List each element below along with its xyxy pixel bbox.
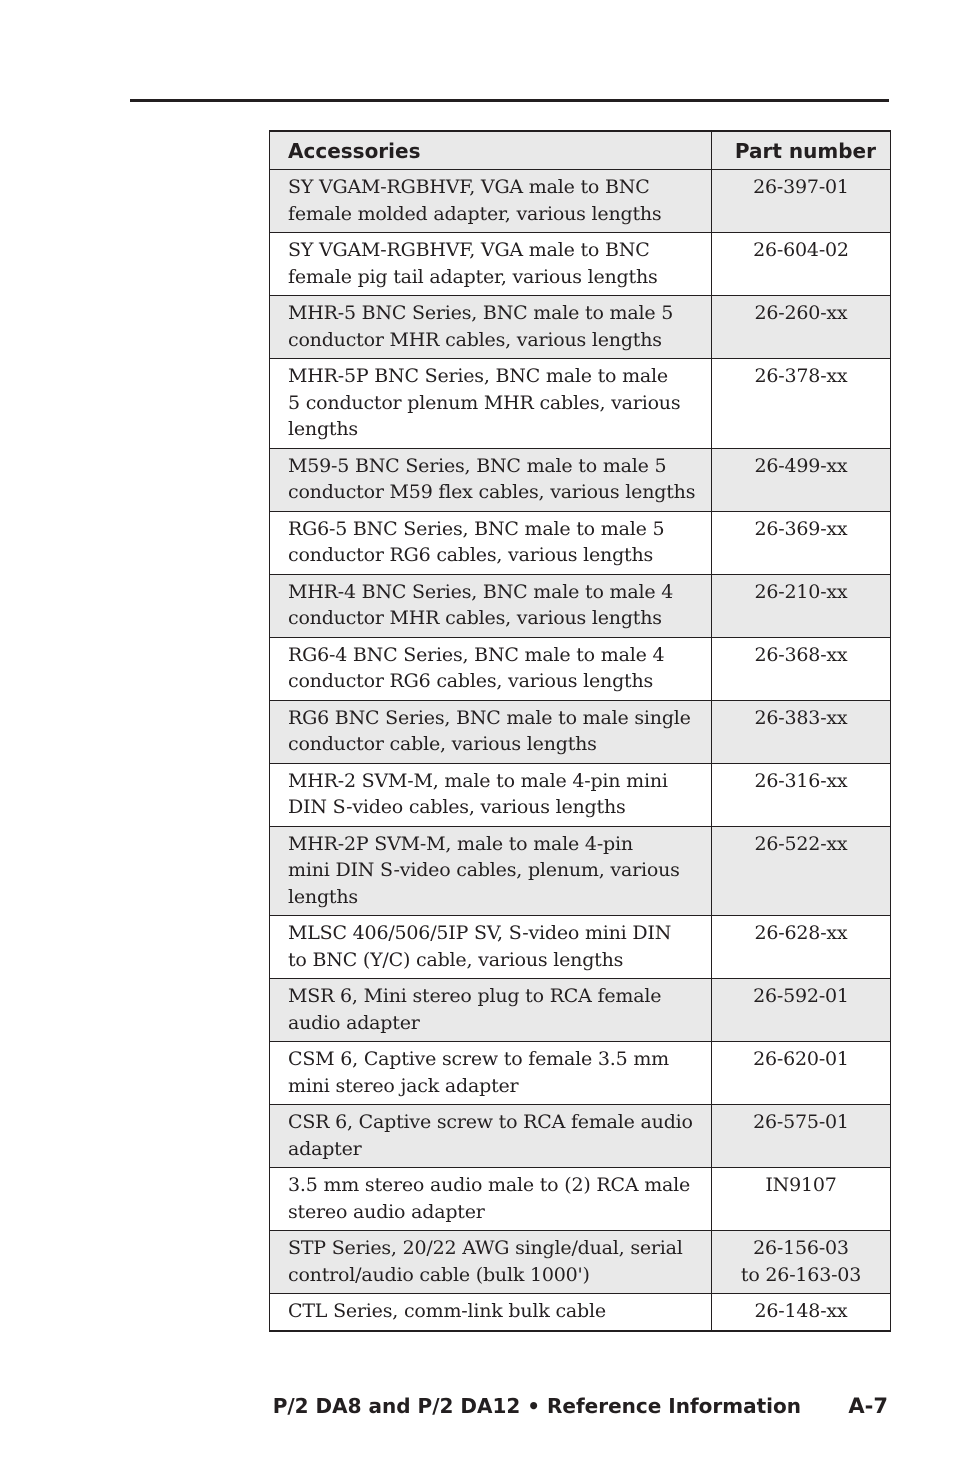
accessory-description	[270, 511, 712, 574]
part-number	[712, 979, 891, 1042]
part-number-line: 26-316-xx	[754, 769, 848, 792]
description-line: conductor M59 flex cables, various lengths	[288, 481, 696, 503]
description-line: MHR-2 SVM-M, male to male 4-pin mini	[288, 769, 668, 792]
part-number	[712, 1042, 891, 1105]
part-number	[712, 826, 891, 916]
table-row	[270, 359, 891, 449]
table-row	[270, 1042, 891, 1105]
description-line: SY VGAM-RGBHVF, VGA male to BNC	[288, 176, 650, 198]
description-line: RG6 BNC Series, BNC male to male single	[288, 706, 691, 729]
part-number-line: 26-499-xx	[754, 454, 848, 477]
table-row	[270, 1168, 891, 1231]
accessories-header: Accessories	[270, 131, 712, 170]
part-number-header: Part number	[712, 131, 891, 170]
accessory-description	[270, 296, 712, 359]
table-body	[270, 170, 891, 1331]
table-row	[270, 511, 891, 574]
part-number	[712, 574, 891, 637]
description-line: SY VGAM-RGBHVF, VGA male to BNC	[288, 239, 650, 261]
part-number	[712, 1168, 891, 1231]
part-number	[712, 763, 891, 826]
accessory-description	[270, 916, 712, 979]
part-number	[712, 359, 891, 449]
accessory-description	[270, 233, 712, 296]
part-number-line: 26-383-xx	[754, 706, 848, 729]
part-number-line: to 26-163-03	[740, 1263, 862, 1286]
accessory-description	[270, 826, 712, 916]
description-line: DIN S-video cables, various lengths	[288, 796, 626, 818]
description-line: stereo audio adapter	[288, 1200, 485, 1223]
description-line: audio adapter	[288, 1011, 420, 1034]
table-row	[270, 1231, 891, 1294]
description-line: mini DIN S-video cables, plenum, various	[288, 859, 680, 881]
part-number-line: 26-575-01	[753, 1111, 849, 1133]
part-number	[712, 511, 891, 574]
part-number	[712, 448, 891, 511]
description-line: conductor MHR cables, various lengths	[288, 328, 662, 351]
description-line: 5 conductor plenum MHR cables, various	[288, 391, 681, 414]
top-rule	[130, 99, 889, 102]
part-number-line: 26-604-02	[753, 239, 849, 261]
description-line: conductor RG6 cables, various lengths	[288, 670, 654, 692]
part-number-line: 26-628-xx	[754, 922, 848, 944]
accessory-description	[270, 1168, 712, 1231]
description-line: RG6-4 BNC Series, BNC male to male 4	[288, 643, 665, 666]
description-line: MHR-5 BNC Series, BNC male to male 5	[288, 302, 674, 324]
table-row	[270, 233, 891, 296]
part-number	[712, 233, 891, 296]
page-footer	[0, 1394, 954, 1426]
part-number-line: 26-620-01	[753, 1048, 849, 1070]
description-line: MHR-2P SVM-M, male to male 4-pin	[288, 832, 633, 855]
part-number-line: IN9107	[765, 1174, 837, 1196]
description-line: control/audio cable (bulk 1000')	[288, 1263, 590, 1286]
table-row	[270, 170, 891, 233]
accessory-description	[270, 700, 712, 763]
description-line: STP Series, 20/22 AWG single/dual, serial	[288, 1237, 683, 1259]
table-row	[270, 637, 891, 700]
part-number-line: 26-369-xx	[754, 517, 848, 540]
accessory-description	[270, 1105, 712, 1168]
table-row	[270, 979, 891, 1042]
accessory-description	[270, 763, 712, 826]
description-line: lengths	[288, 885, 358, 908]
description-line: CSM 6, Captive screw to female 3.5 mm	[288, 1048, 669, 1070]
part-number	[712, 1231, 891, 1294]
description-line: RG6-5 BNC Series, BNC male to male 5	[288, 517, 665, 540]
description-line: M59-5 BNC Series, BNC male to male 5	[288, 454, 667, 477]
description-line: conductor MHR cables, various lengths	[288, 607, 662, 629]
description-line: MLSC 406/506/5IP SV, S-video mini DIN	[288, 922, 672, 944]
accessory-description	[270, 637, 712, 700]
footer-title: P/2 DA8 and P/2 DA12 • Reference Information	[272, 1394, 801, 1418]
table-row	[270, 1294, 891, 1331]
description-line: 3.5 mm stereo audio male to (2) RCA male	[288, 1174, 691, 1196]
accessory-description	[270, 574, 712, 637]
table-row	[270, 574, 891, 637]
table-row	[270, 448, 891, 511]
description-line: MHR-5P BNC Series, BNC male to male	[288, 365, 668, 387]
accessory-description	[270, 1231, 712, 1294]
description-line: female molded adapter, various lengths	[288, 202, 662, 225]
part-number	[712, 1105, 891, 1168]
part-number	[712, 170, 891, 233]
table-row	[270, 916, 891, 979]
description-line: adapter	[288, 1137, 362, 1160]
description-line: lengths	[288, 418, 358, 440]
table-row	[270, 826, 891, 916]
part-number-line: 26-210-xx	[754, 580, 848, 603]
description-line: MSR 6, Mini stereo plug to RCA female	[288, 985, 662, 1007]
description-line: conductor RG6 cables, various lengths	[288, 544, 654, 566]
accessory-description	[270, 359, 712, 449]
accessory-description	[270, 170, 712, 233]
description-line: MHR-4 BNC Series, BNC male to male 4	[288, 580, 674, 603]
description-line: CTL Series, comm-link bulk cable	[288, 1300, 606, 1322]
part-number-line: 26-260-xx	[754, 302, 848, 324]
description-line: mini stereo jack adapter	[288, 1074, 519, 1097]
part-number	[712, 296, 891, 359]
accessories-table	[269, 130, 891, 1332]
part-number-line: 26-522-xx	[754, 832, 848, 855]
part-number	[712, 916, 891, 979]
part-number-line: 26-397-01	[753, 176, 849, 198]
part-number	[712, 1294, 891, 1331]
part-number	[712, 700, 891, 763]
part-number-line: 26-592-01	[753, 985, 849, 1007]
table-row	[270, 1105, 891, 1168]
description-line: conductor cable, various lengths	[288, 733, 597, 755]
part-number-line: 26-368-xx	[754, 643, 848, 666]
description-line: to BNC (Y/C) cable, various lengths	[288, 948, 624, 971]
part-number-line: 26-148-xx	[754, 1300, 848, 1322]
accessory-description	[270, 448, 712, 511]
table-header-row	[270, 131, 891, 170]
accessory-description	[270, 979, 712, 1042]
table-row	[270, 763, 891, 826]
part-number	[712, 637, 891, 700]
description-line: female pig tail adapter, various lengths	[288, 265, 658, 288]
accessory-description	[270, 1042, 712, 1105]
accessory-description	[270, 1294, 712, 1331]
description-line: CSR 6, Captive screw to RCA female audio	[288, 1111, 693, 1133]
page-number: A-7	[848, 1394, 888, 1418]
part-number-line: 26-156-03	[753, 1237, 849, 1259]
table-row	[270, 700, 891, 763]
table-row	[270, 296, 891, 359]
part-number-line: 26-378-xx	[754, 365, 848, 387]
